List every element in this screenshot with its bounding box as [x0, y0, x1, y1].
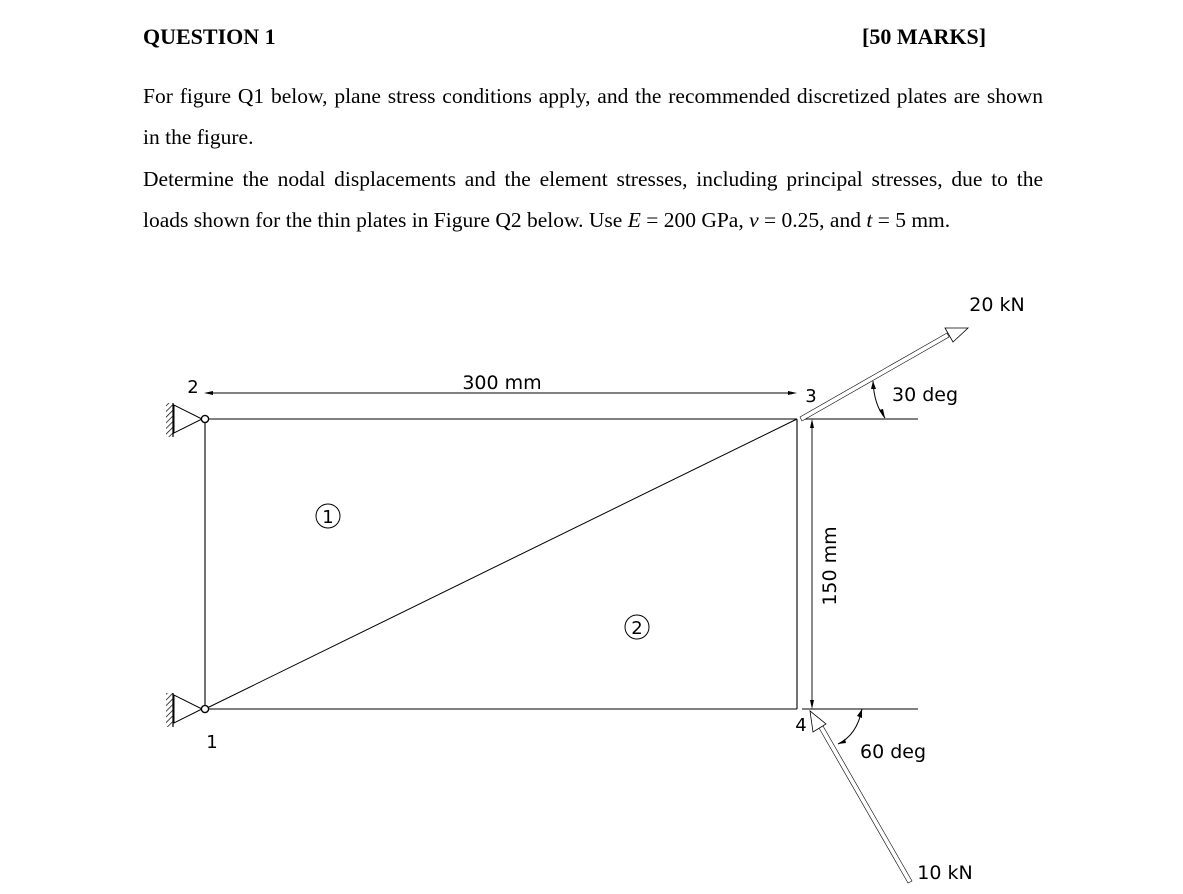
angle-label-60deg: 60 deg	[859, 741, 927, 763]
question-marks: [50 MARKS]	[862, 24, 987, 49]
task-text-a: Determine the nodal displacements and the element stresses, including principal stresses, due to the loads shown for the thin plates in Figure Q2 below. Use	[143, 167, 1043, 232]
node-label-4: 4	[795, 715, 807, 736]
node-label-2: 2	[187, 377, 199, 398]
angle-label-30deg: 30 deg	[891, 384, 959, 406]
angle-arc-60deg	[838, 709, 862, 744]
dimension-height-label: 150 mm	[819, 526, 841, 606]
element-number-2: 2	[631, 618, 643, 639]
load-label-20kn: 20 kN	[969, 294, 1025, 316]
task-text-c: = 0.25, and	[758, 208, 867, 232]
dimension-height	[810, 419, 814, 709]
element-diagonal	[205, 419, 797, 709]
load-arrow-10kn	[810, 711, 912, 883]
load-label-10kn: 10 kN	[917, 862, 973, 884]
symbol-e: E	[627, 208, 641, 232]
load-arrow-20kn	[800, 328, 968, 421]
element-label-2	[625, 615, 649, 639]
task-text-d: = 5 mm.	[872, 208, 951, 232]
paragraph-intro: For figure Q1 below, plane stress conditions apply, and the recommended discretized plates are shown in the figure.	[143, 84, 1043, 149]
pin-support-bottom	[166, 693, 209, 727]
pin-support-top	[166, 403, 209, 437]
element-label-1	[316, 504, 340, 528]
angle-arc-30deg	[871, 381, 885, 418]
node-label-3: 3	[805, 386, 817, 407]
symbol-t: t	[866, 208, 873, 232]
element-number-1: 1	[322, 507, 334, 528]
symbol-nu: v	[749, 208, 759, 232]
task-text-b: = 200 GPa,	[640, 208, 750, 232]
dimension-width-label: 300 mm	[462, 372, 542, 394]
question-title: QUESTION 1	[143, 24, 276, 49]
node-label-1: 1	[206, 732, 218, 753]
